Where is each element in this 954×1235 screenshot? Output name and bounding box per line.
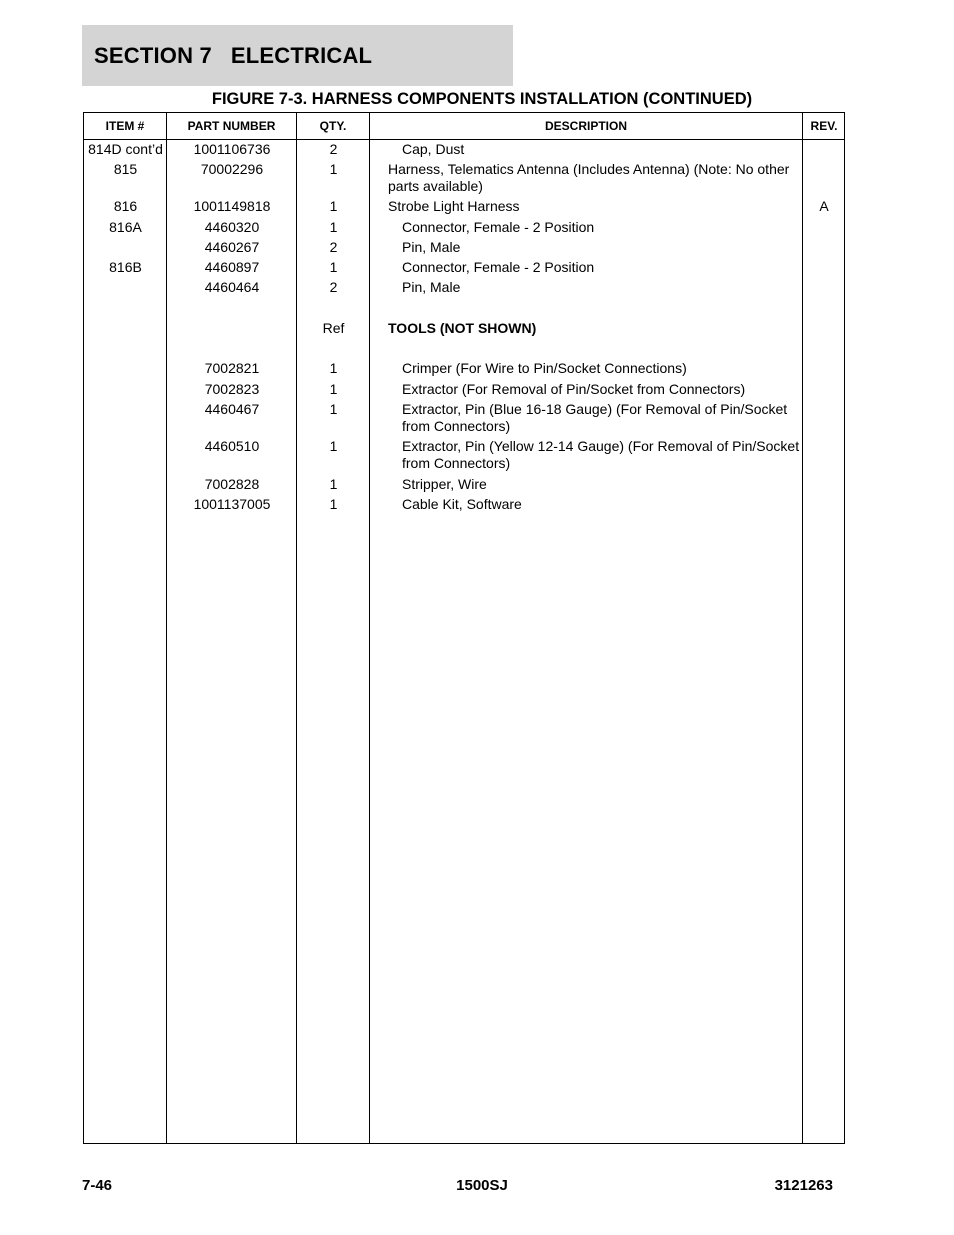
part-number-cell: 7002821 xyxy=(204,360,260,376)
description-cell: Pin, Male xyxy=(402,239,461,255)
qty-cell: 1 xyxy=(329,476,338,492)
qty-cell: 1 xyxy=(329,496,338,512)
document-number: 3121263 xyxy=(774,1177,833,1194)
description-cell: Extractor, Pin (Blue 16-18 Gauge) (For Removal of Pin/Socket from Connectors) xyxy=(402,401,788,434)
part-number-cell: 1001106736 xyxy=(193,141,271,157)
model-name: 1500SJ xyxy=(456,1177,508,1194)
part-number-cell: 1001137005 xyxy=(193,496,271,512)
part-number-cell: 4460897 xyxy=(204,259,260,275)
qty-cell: 1 xyxy=(329,161,338,177)
figure-title: FIGURE 7-3. HARNESS COMPONENTS INSTALLATION (CONTINUED) xyxy=(211,90,753,108)
qty-cell: 1 xyxy=(329,438,338,454)
description-cell: Connector, Female - 2 Position xyxy=(402,259,595,275)
description-cell: Pin, Male xyxy=(402,279,461,295)
header-part-number: PART NUMBER xyxy=(187,119,276,133)
item-cell: 816B xyxy=(109,259,142,275)
item-cell: 816 xyxy=(113,198,138,214)
description-cell: Extractor, Pin (Yellow 12-14 Gauge) (For Removal of Pin/Socket from Connectors) xyxy=(402,438,800,471)
qty-cell: 2 xyxy=(329,141,338,157)
description-cell: Connector, Female - 2 Position xyxy=(402,219,595,235)
qty-cell: 2 xyxy=(329,279,338,295)
qty-cell: 1 xyxy=(329,360,338,376)
description-cell: Crimper (For Wire to Pin/Socket Connections) xyxy=(402,360,687,376)
header-divider xyxy=(84,139,844,140)
header-description: DESCRIPTION xyxy=(544,119,627,133)
part-number-cell: 4460267 xyxy=(204,239,260,255)
qty-cell: 1 xyxy=(329,219,338,235)
header-qty: QTY. xyxy=(319,119,347,133)
qty-cell: 1 xyxy=(329,381,338,397)
description-cell: Stripper, Wire xyxy=(402,476,487,492)
qty-cell: 1 xyxy=(329,401,338,417)
part-number-cell: 4460464 xyxy=(204,279,260,295)
section-heading-cell: TOOLS (NOT SHOWN) xyxy=(388,320,537,336)
part-number-cell: 4460320 xyxy=(204,219,260,235)
section-header xyxy=(82,25,513,86)
rev-cell: A xyxy=(819,198,829,214)
part-number-cell: 7002823 xyxy=(204,381,260,397)
qty-cell: Ref xyxy=(322,320,345,336)
qty-cell: 1 xyxy=(329,259,338,275)
description-cell: Harness, Telematics Antenna (Includes Antenna) (Note: No other parts available) xyxy=(388,161,790,194)
section-title: SECTION 7 ELECTRICAL xyxy=(94,43,373,68)
part-number-cell: 7002828 xyxy=(204,476,260,492)
header-item: ITEM # xyxy=(105,119,145,133)
qty-cell: 2 xyxy=(329,239,338,255)
description-cell: Cap, Dust xyxy=(402,141,465,157)
page-number: 7-46 xyxy=(82,1177,113,1194)
item-cell: 816A xyxy=(109,219,142,235)
part-number-cell: 70002296 xyxy=(200,161,264,177)
parts-table xyxy=(83,112,845,1144)
qty-cell: 1 xyxy=(329,198,338,214)
description-cell: Cable Kit, Software xyxy=(402,496,522,512)
column-divider xyxy=(802,113,803,1143)
part-number-cell: 4460467 xyxy=(204,401,260,417)
description-cell: Strobe Light Harness xyxy=(388,198,520,214)
header-rev: REV. xyxy=(810,119,838,133)
part-number-cell: 4460510 xyxy=(204,438,260,454)
item-cell: 815 xyxy=(113,161,138,177)
item-cell: 814D cont’d xyxy=(88,141,163,157)
description-cell: Extractor (For Removal of Pin/Socket from Connectors) xyxy=(402,381,746,397)
part-number-cell: 1001149818 xyxy=(193,198,271,214)
